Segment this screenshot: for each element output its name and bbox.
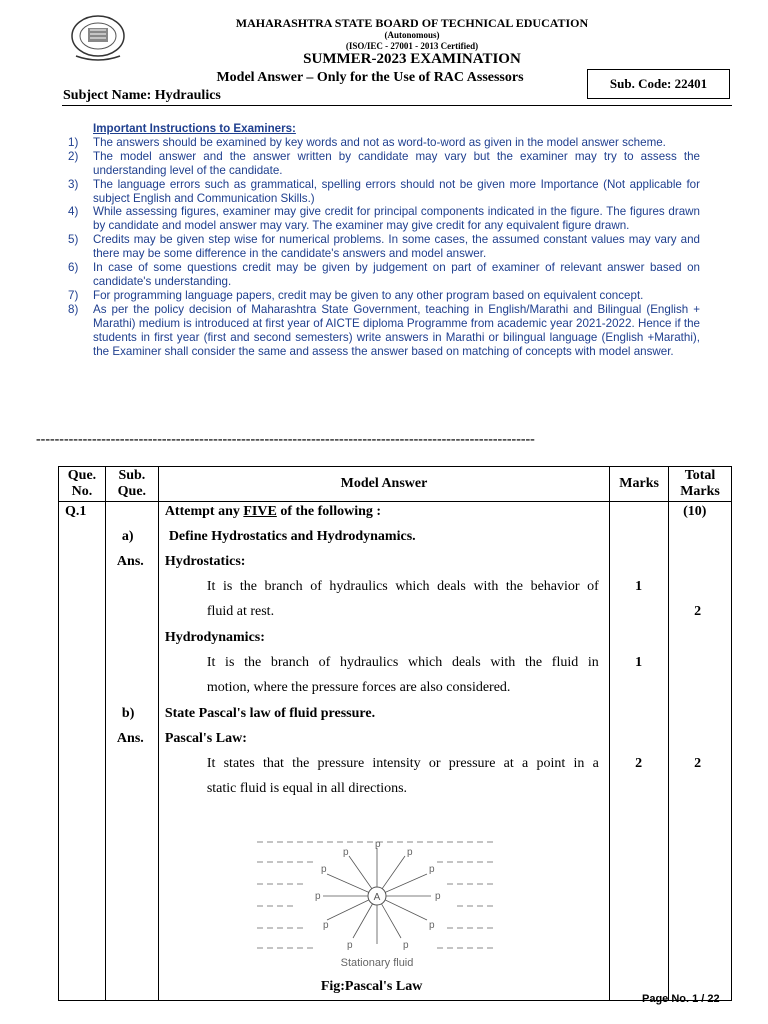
figure-pressure-label: p <box>434 891 441 902</box>
hydrostatics-title: Hydrostatics: <box>164 554 246 569</box>
attempt-instruction: Attempt any FIVE of the following : <box>164 504 382 519</box>
marks-value: 2 <box>635 756 643 771</box>
figure-pressure-label: p <box>314 891 321 902</box>
figure-bottom-label: Stationary fluid <box>340 957 414 969</box>
total-marks-value: 2 <box>694 756 702 771</box>
separator-line: ----------------------------------------------------------------------------------------------------------- <box>36 432 535 447</box>
autonomous-label: (Autonomous) <box>384 30 440 40</box>
board-name: MAHARASHTRA STATE BOARD OF TECHNICAL EDUCATION <box>235 16 589 30</box>
instructions-block <box>60 122 700 358</box>
answer-b-label: Ans. <box>116 731 144 746</box>
figure-pressure-label: p <box>342 847 349 858</box>
pascal-law-figure <box>257 838 497 972</box>
question-number: Q.1 <box>65 504 87 519</box>
instruction-text: As per the policy decision of Maharashtra State Government, teaching in English/Marathi and Bilingual (English + Marathi) medium is introduced at first year of AICTE diploma Programme from academic year 2021-2022. Hence if the students in first year (first and second semesters) write answers in Marathi or bilingual language (English +Marathi), the Examiner shall consider the same and assess the answer based on matching of concepts with model answer. <box>93 302 700 358</box>
instruction-text: While assessing figures, examiner may give credit for principal components indicated in the figure. The figures drawn by candidate and model answer may vary. The examiner may give credit for any equivalent figure drawn. <box>93 205 700 233</box>
sub-code-box <box>587 69 730 99</box>
instruction-text: In case of some questions credit may be given by judgement on part of examiner of relevant answer based on candidate's understanding. <box>93 261 700 288</box>
question-b-text: State Pascal's law of fluid pressure. <box>164 706 376 721</box>
total-marks-value: 2 <box>694 604 702 619</box>
answer-a-label: Ans. <box>116 554 144 569</box>
instruction-text: The language errors such as grammatical, spelling errors should not be given more Importance (Not applicable for subject English and Communication Skills.) <box>93 177 700 205</box>
instruction-text: The model answer and the answer written by candidate may vary but the examiner may try to assess the understanding level of the candidate. <box>93 149 700 177</box>
header-marks: Marks <box>610 467 669 502</box>
instruction-item <box>60 233 700 261</box>
instruction-item <box>60 303 700 359</box>
figure-pressure-label: p <box>406 847 413 858</box>
instruction-number: 6) <box>68 261 79 275</box>
model-answer-label: Model Answer – Only for the Use of RAC Assessors <box>216 70 524 85</box>
instruction-text: For programming language papers, credit may be given to any other program based on equivalent concept. <box>93 288 644 302</box>
hydrodynamics-title: Hydrodynamics: <box>164 630 265 645</box>
marks-cell <box>610 502 669 1001</box>
instruction-number: 7) <box>68 288 79 302</box>
total-marks-value: (10) <box>683 504 707 519</box>
iso-label: (ISO/IEC - 27001 - 2013 Certified) <box>345 41 479 51</box>
figure-pressure-label: p <box>346 940 353 951</box>
figure-pressure-label: p <box>322 920 329 931</box>
instruction-number: 5) <box>68 233 79 247</box>
hydrodynamics-definition: It is the branch of hydraulics which deals with the fluid in motion, where the pressure forces are also considered. <box>206 655 599 695</box>
instruction-item <box>60 136 700 150</box>
instruction-item <box>60 205 700 233</box>
header-rule <box>62 105 732 106</box>
pascal-statement: It states that the pressure intensity or pressure at a point in a static fluid is equal in all directions. <box>206 756 599 796</box>
instruction-item <box>60 178 700 206</box>
total-marks-cell <box>669 502 732 1001</box>
instruction-number: 2) <box>68 149 79 163</box>
figure-pressure-label: p <box>374 839 381 850</box>
header-total-marks: Total Marks <box>669 467 732 502</box>
que-no-cell <box>59 502 106 1001</box>
header-sub-que: Sub. Que. <box>105 467 158 502</box>
answer-table <box>58 466 732 1001</box>
sub-code: Sub. Code: 22401 <box>609 76 708 91</box>
marks-value: 1 <box>635 579 643 594</box>
exam-title: SUMMER-2023 EXAMINATION <box>303 51 521 67</box>
sub-question-a-label: a) <box>121 529 134 544</box>
page-number: Page No. 1 / 22 <box>642 993 720 1005</box>
header-que-no: Que. No. <box>59 467 106 502</box>
sub-que-cell <box>105 502 158 1001</box>
figure-point-label: A <box>373 892 381 903</box>
table-header-row <box>59 467 732 502</box>
instruction-item <box>60 289 700 303</box>
subject-name: Subject Name: Hydraulics <box>63 88 221 103</box>
model-answer-cell <box>158 502 609 1001</box>
header-model-answer: Model Answer <box>158 467 609 502</box>
instruction-number: 4) <box>68 205 79 219</box>
instruction-text: The answers should be examined by key words and not as word-to-word as given in the model answer scheme. <box>93 135 666 149</box>
figure-pressure-label: p <box>428 920 435 931</box>
instruction-number: 3) <box>68 177 79 191</box>
instructions-title: Important Instructions to Examiners: <box>93 122 296 135</box>
figure-pressure-label: p <box>402 940 409 951</box>
figure-pressure-label: p <box>428 864 435 875</box>
marks-value: 1 <box>635 655 643 670</box>
sub-question-b-label: b) <box>121 706 135 721</box>
hydrostatics-definition: It is the branch of hydraulics which deals with the behavior of fluid at rest. <box>206 579 599 619</box>
question-a-text: Define Hydrostatics and Hydrodynamics. <box>168 529 416 544</box>
pascal-title: Pascal's Law: <box>164 731 247 746</box>
instruction-item <box>60 261 700 289</box>
figure-pressure-label: p <box>320 864 327 875</box>
instruction-item <box>60 150 700 178</box>
instruction-number: 1) <box>68 135 79 149</box>
instruction-number: 8) <box>68 302 79 316</box>
figure-caption: Fig:Pascal's Law <box>320 979 423 994</box>
table-row <box>59 502 732 1001</box>
instruction-text: Credits may be given step wise for numerical problems. In some cases, the assumed constant values may vary and there may be some difference in the candidate's answers and model answer. <box>93 233 700 261</box>
